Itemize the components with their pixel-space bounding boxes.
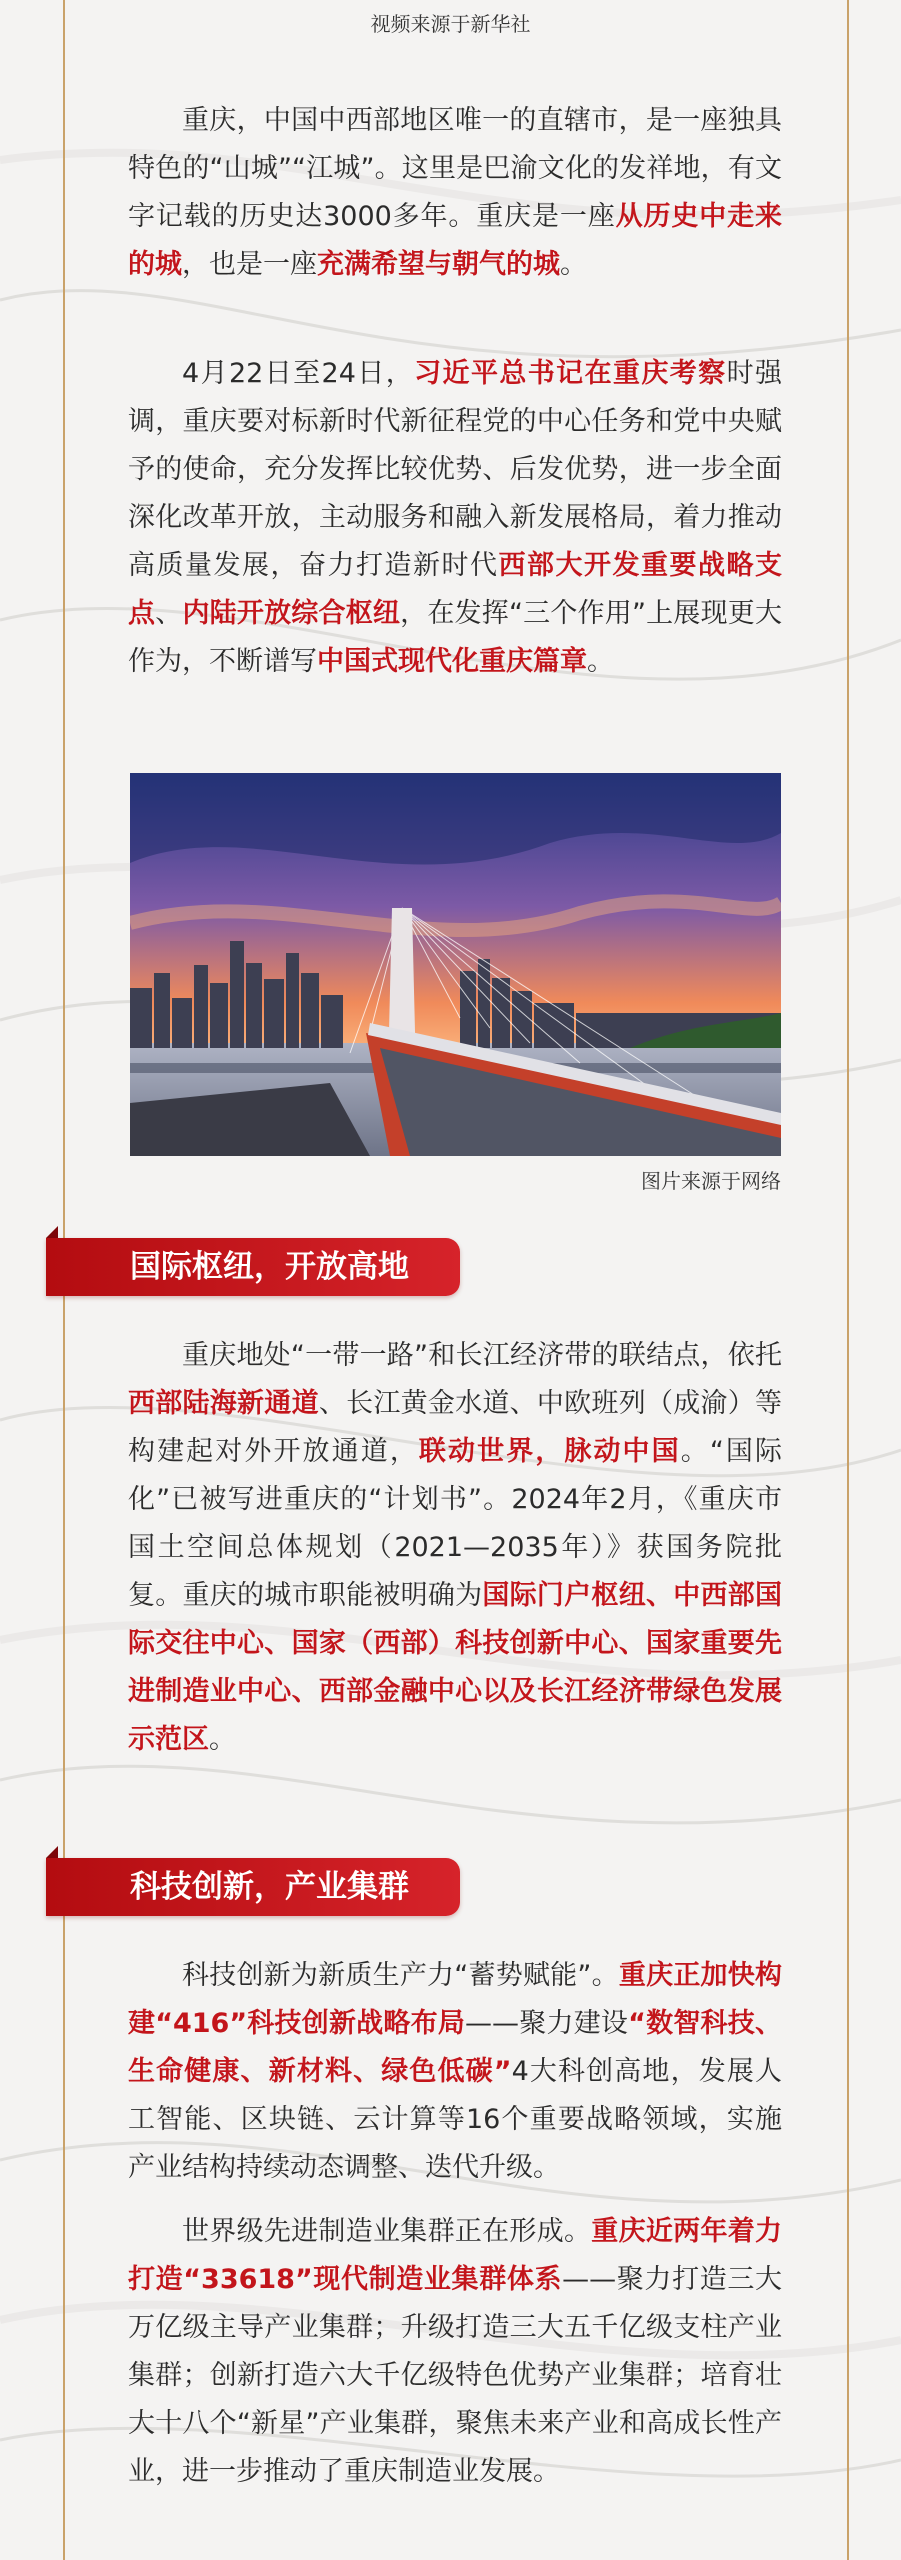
photo-source-caption: 图片来源于网络 bbox=[641, 1169, 781, 1193]
body-text: 4月22日至24日， bbox=[182, 358, 415, 389]
body-text: 。 bbox=[587, 646, 614, 677]
paragraph-innovation bbox=[128, 1952, 782, 2192]
body-text: ——聚力打造三大万亿级主导产业集群；升级打造三大五千亿级支柱产业集群；创新打造六大千亿级特色优势产业集群；培育壮大十八个“新星”产业集群，聚焦未来产业和高成长性产业，进一步推动了重庆制造业发展。 bbox=[128, 2264, 782, 2487]
chongqing-bridge-photo bbox=[130, 773, 781, 1156]
body-text: 世界级先进制造业集群正在形成。 bbox=[182, 2216, 592, 2247]
highlight-text: 内陆开放综合枢纽 bbox=[182, 598, 401, 629]
body-text: 、 bbox=[155, 598, 183, 629]
body-text: 重庆地处“一带一路”和长江经济带的联结点，依托 bbox=[182, 1340, 782, 1371]
body-text: 、长江黄金水道、中欧班列（成渝）等构建起对外开放通道， bbox=[128, 1388, 783, 1467]
paragraph-manufacturing bbox=[128, 2208, 782, 2496]
highlight-text: 重庆近两年着力打造“33618”现代制造业集群体系 bbox=[128, 2216, 783, 2295]
section-heading-innovation bbox=[46, 1858, 460, 1916]
section-heading-international bbox=[46, 1238, 460, 1296]
paragraph-inspection bbox=[128, 350, 782, 686]
body-text: 4大科创高地，发展人工智能、区块链、云计算等16个重要战略领域，实施产业结构持续动态调整、迭代升级。 bbox=[128, 2056, 782, 2183]
video-source-caption: 视频来源于新华社 bbox=[370, 12, 531, 36]
body-text: ，在发挥“三个作用”上展现更大作为，不断谱写 bbox=[128, 598, 783, 677]
body-text: 科技创新为新质生产力“蓄势赋能”。 bbox=[182, 1960, 619, 1991]
paragraph-international bbox=[128, 1332, 782, 1764]
highlight-text: 国际门户枢纽、中西部国际交往中心、国家（西部）科技创新中心、国家重要先进制造业中心、西部金融中心以及长江经济带绿色发展示范区 bbox=[128, 1580, 782, 1755]
highlight-text: 充满希望与朝气的城 bbox=[317, 249, 560, 280]
body-text: 。“国际化”已被写进重庆的“计划书”。2024年2月，《重庆市国土空间总体规划（2021—2035年）》获国务院批复。重庆的城市职能被明确为 bbox=[128, 1436, 783, 1611]
body-text: 重庆，中国中西部地区唯一的直辖市，是一座独具特色的“山城”“江城”。这里是巴渝文化的发祥地，有文字记载的历史达3000多年。重庆是一座 bbox=[128, 105, 782, 232]
highlight-text: 西部大开发重要战略支点 bbox=[128, 550, 782, 629]
body-text: ——聚力建设 bbox=[465, 2008, 629, 2039]
paragraph-intro bbox=[128, 97, 782, 289]
body-text: 时强调，重庆要对标新时代新征程党的中心任务和党中央赋予的使命，充分发挥比较优势、后发优势，进一步全面深化改革开放，主动服务和融入新发展格局，着力推动高质量发展，奋力打造新时代 bbox=[128, 358, 782, 581]
highlight-text: 西部陆海新通道 bbox=[128, 1388, 319, 1419]
body-text: ，也是一座 bbox=[182, 249, 317, 280]
highlight-text: 从历史中走来的城 bbox=[128, 201, 783, 280]
section-heading-text: 科技创新，产业集群 bbox=[130, 1869, 409, 1905]
highlight-text: 联动世界，脉动中国 bbox=[418, 1436, 681, 1467]
section-heading-text: 国际枢纽，开放高地 bbox=[130, 1249, 409, 1285]
banner-fold bbox=[46, 1846, 58, 1858]
highlight-text: “数智科技、生命健康、新材料、绿色低碳” bbox=[128, 2008, 782, 2087]
body-text: 。 bbox=[560, 249, 587, 280]
body-text: 。 bbox=[209, 1724, 236, 1755]
highlight-text: 习近平总书记在重庆考察 bbox=[414, 358, 727, 389]
banner-fold bbox=[46, 1226, 58, 1238]
highlight-text: 重庆正加快构建“416”科技创新战略布局 bbox=[128, 1960, 782, 2039]
highlight-text: 中国式现代化重庆篇章 bbox=[317, 646, 587, 677]
